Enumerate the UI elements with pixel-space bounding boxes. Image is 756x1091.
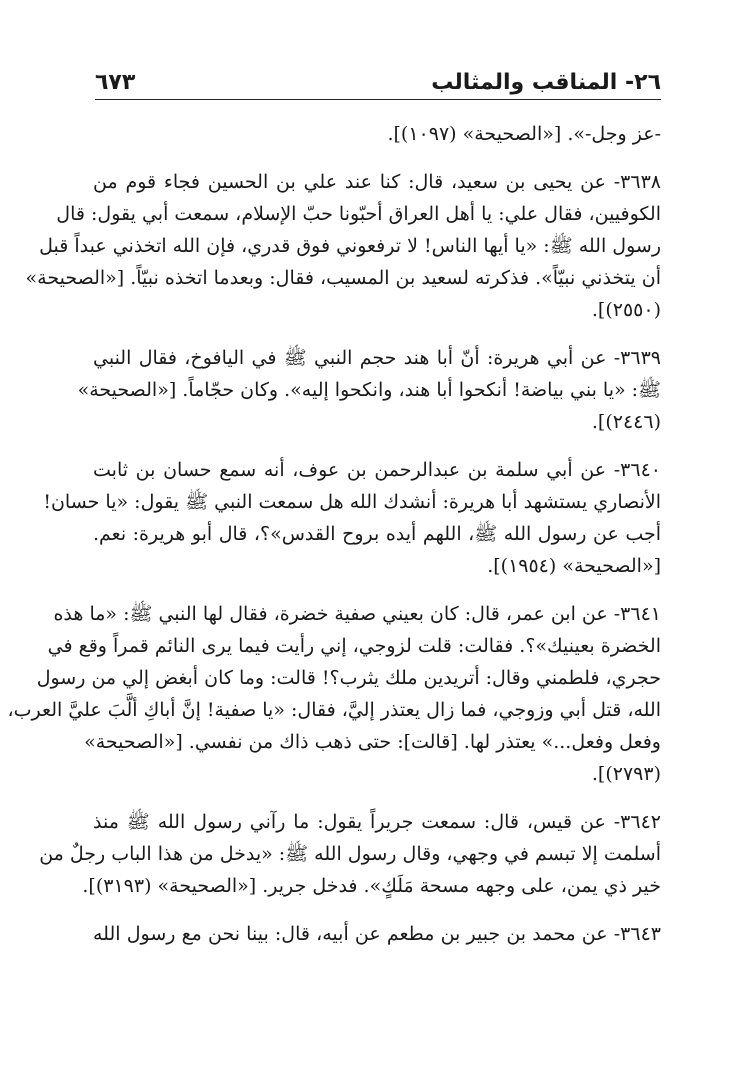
hadith-3640 xyxy=(43,454,661,582)
text-line: أن يتخذني نبيّاً». فذكرته لسعيد بن المسيب، فقال: وبعدما اتخذه نبيّاً. [«الصحيحة» xyxy=(25,267,661,289)
text-line: ٣٦٤٣- عن محمد بن جبير بن مطعم عن أبيه، قال: بينا نحن مع رسول الله xyxy=(93,923,661,945)
text-line: -عز وجل-». [«الصحيحة» (١٠٩٧)]. xyxy=(387,123,661,145)
text-line: ٣٦٣٨- عن يحيى بن سعيد، قال: كنا عند علي بن الحسين فجاء قوم من xyxy=(93,171,661,193)
hadith-3641 xyxy=(7,598,661,790)
text-line: حجري، فلطمني وقال: أتريدين ملك يثرب؟! قالت: وما كان أبغض إلي من رسول xyxy=(36,667,661,689)
hadith-3643 xyxy=(93,918,661,950)
text-line: رسول الله ﷺ: «يا أيها الناس! لا ترفعوني فوق قدري، فإن الله اتخذني عبداً قبل xyxy=(39,235,661,257)
text-line: خير ذي يمن، على وجهه مسحة مَلَكٍ». فدخل جرير. [«الصحيحة» (٣١٩٣)]. xyxy=(82,875,661,897)
text-line: (٢٥٥٠)]. xyxy=(591,299,661,321)
page-body xyxy=(7,118,661,966)
hadith-3642 xyxy=(39,806,661,902)
text-line: [«الصحيحة» (١٩٥٤)]. xyxy=(487,555,661,577)
text-line: أسلمت إلا تبسم في وجهي، وقال رسول الله ﷺ: «يدخل من هذا الباب رجلٌ من xyxy=(39,843,661,865)
text-line: الله، قتل أبي وزوجي، فما زال يعتذر إليَّ، فقال: «يا صفية! إنَّ أباكِ ألَّبَ عليَّ العرب، xyxy=(7,699,661,721)
text-line: الخضرة بعينيك»؟. فقالت: قلت لزوجي، إني رأيت فيما يرى النائم قمراً وقع في xyxy=(47,635,661,657)
text-line: ٣٦٤٠- عن أبي سلمة بن عبدالرحمن بن عوف، أنه سمع حسان بن ثابت xyxy=(93,459,661,481)
hadith-3638 xyxy=(25,166,661,326)
page-header xyxy=(95,55,661,100)
text-line: الكوفيين، فقال علي: يا أهل العراق أحبّونا حبّ الإسلام، سمعت أبي يقول: قال xyxy=(56,203,661,225)
chapter-title: ٢٦- المناقب والمثالب xyxy=(431,70,661,95)
paragraph xyxy=(93,118,661,150)
text-line: وفعل وفعل...» يعتذر لها. [قالت]: حتى ذهب ذاك من نفسي. [«الصحيحة» xyxy=(84,731,661,753)
text-line: (٢٧٩٣)]. xyxy=(591,763,661,785)
text-line: أجب عن رسول الله ﷺ، اللهم أيده بروح القدس»؟، قال أبو هريرة: نعم. xyxy=(93,523,661,545)
text-line: الأنصاري يستشهد أبا هريرة: أنشدك الله هل سمعت النبي ﷺ يقول: «يا حسان! xyxy=(43,491,661,513)
hadith-3639 xyxy=(77,342,661,438)
page-number: ٦٧٣ xyxy=(95,70,136,95)
text-line: ٣٦٤١- عن ابن عمر، قال: كان بعيني صفية خضرة، فقال لها النبي ﷺ: «ما هذه xyxy=(53,603,661,625)
text-line: ٣٦٤٢- عن قيس، قال: سمعت جريراً يقول: ما رآني رسول الله ﷺ منذ xyxy=(93,811,661,833)
text-line: ﷺ: «يا بني بياضة! أنكحوا أبا هند، وانكحوا إليه». وكان حجّاماً. [«الصحيحة» xyxy=(77,379,661,401)
text-line: (٢٤٤٦)]. xyxy=(591,411,661,433)
text-line: ٣٦٣٩- عن أبي هريرة: أنّ أبا هند حجم النبي ﷺ في اليافوخ، فقال النبي xyxy=(93,347,661,369)
